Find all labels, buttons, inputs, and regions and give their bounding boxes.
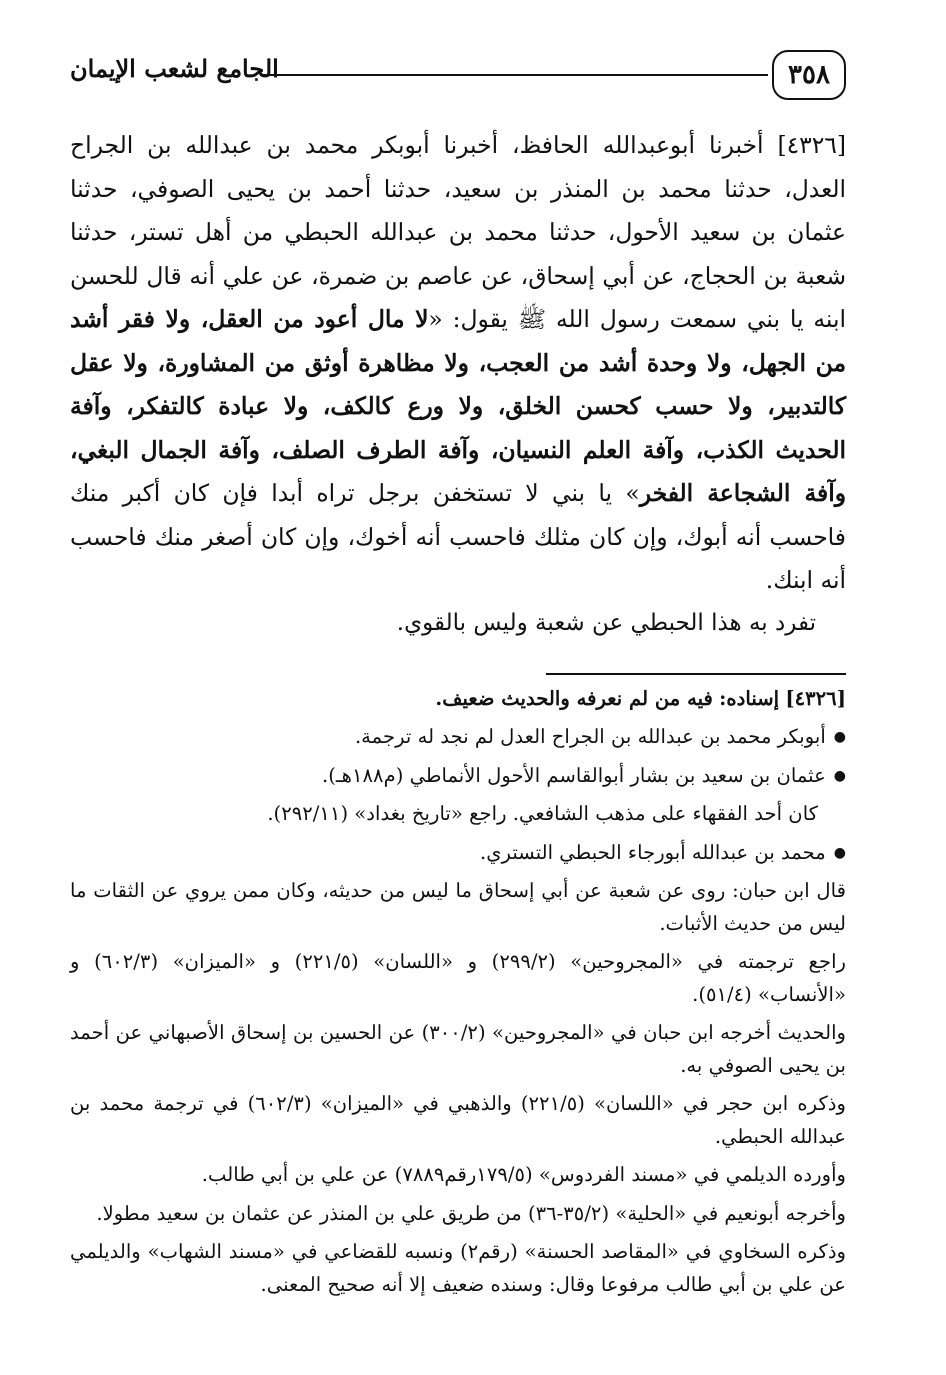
narrator-note-2-detail: كان أحد الفقهاء على مذهب الشافعي. راجع «تاريخ بغداد» (٢٩٢/١١). [267, 802, 818, 825]
book-title: الجامع لشعب الإيمان [70, 54, 279, 83]
page [70, 40, 846, 1307]
page-header [70, 40, 846, 110]
footnote-paragraph-2: راجع ترجمته في «المجروحين» (٢٩٩/٢) و «اللسان» (٢٢١/٥) و «الميزان» (٦٠٢/٣) و «الأنساب» (٥١/٤). [70, 950, 846, 1006]
header-rule [260, 74, 768, 76]
footnote-verdict: فيه من لم نعرفه والحديث ضعيف. [435, 686, 713, 710]
author-remark: تفرد به هذا الحبطي عن شعبة وليس بالقوي. [396, 609, 816, 636]
hadith-number: [٤٣٢٦] [777, 131, 847, 159]
narrator-note-2: ● عثمان بن سعيد بن بشار أبوالقاسم الأحول الأنماطي (م١٨٨هـ). [70, 760, 846, 793]
page-number: ٣٥٨ [772, 50, 846, 100]
footnote-paragraph-3: والحديث أخرجه ابن حبان في «المجروحين» (٣٠٠/٢) عن الحسين بن إسحاق الأصبهاني عن أحمد بن يحيى الصوفي به. [70, 1021, 846, 1077]
footnote-paragraph-7: وذكره السخاوي في «المقاصد الحسنة» (رقم٢) ونسبه للقضاعي في «مسند الشهاب» والديلمي عن علي بن أبي طالب مرفوعا وقال: وسنده ضعيف إلا أنه صحيح المعنى. [70, 1240, 847, 1296]
footnote-paragraph-6: وأخرجه أبونعيم في «الحلية» (٣٥/٢-٣٦) من طريق علي بن المنذر عن عثمان بن سعيد مطولا. [96, 1201, 846, 1225]
hadith-matn: لا مال أعود من العقل، ولا فقر أشد من الجهل، ولا وحدة أشد من العجب، ولا مظاهرة أوثق من المشاورة، ولا عقل كالتدبير، ولا حسب كحسن الخلق، ولا ورع كالكف، ولا عبادة كالتفكر، وآفة الحديث الكذب، وآفة العلم النسيان، وآفة الطرف الصلف، وآفة الجمال البغي، وآفة الشجاعة الفخر [70, 305, 847, 507]
footnote-divider [546, 673, 846, 675]
hadith-ending: » يا بني لا تستخفن برجل تراه أبدا فإن كان أكبر منك فاحسب أنه أبوك، وإن كان مثلك فاحسب أنه أخوك، وإن كان أصغر منك فاحسب أنه ابنك. [70, 479, 846, 594]
hadith-isnad: أخبرنا أبوعبدالله الحافظ، أخبرنا أبوبكر محمد بن عبدالله بن الجراح العدل، حدثنا محمد بن المنذر بن سعيد، حدثنا أحمد بن يحيى الصوفي، حدثنا عثمان بن سعيد الأحول، حدثنا محمد بن عبدالله الحبطي من أهل تستر، حدثنا شعبة بن الحجاج، عن أبي إسحاق، عن عاصم بن ضمرة، عن علي أنه قال للحسن ابنه يا بني سمعت رسول الله ﷺ يقول: « [70, 131, 846, 333]
hadith-paragraph [70, 124, 846, 603]
footnote-paragraph-5: وأورده الديلمي في «مسند الفردوس» (١٧٩/٥رقم٧٨٨٩) عن علي بن أبي طالب. [201, 1163, 846, 1186]
narrator-note-1: ● أبوبكر محمد بن عبدالله بن الجراح العدل لم نجد له ترجمة. [70, 721, 846, 754]
footnotes [70, 683, 846, 1302]
narrator-note-3: ● محمد بن عبدالله أبورجاء الحبطي التستري. [70, 837, 846, 870]
footnote-lead: إسناده: [719, 686, 780, 710]
footnote-paragraph-4: وذكره ابن حجر في «اللسان» (٢٢١/٥) والذهبي في «الميزان» (٦٠٢/٣) في ترجمة محمد بن عبدالله الحبطي. [70, 1092, 846, 1148]
footnote-heading [70, 683, 846, 716]
footnote-paragraph-1: قال ابن حبان: روى عن شعبة عن أبي إسحاق ما ليس من حديثه، وكان ممن يروي عن الثقات ما ليس من حديث الأثبات. [70, 879, 846, 935]
footnote-mark: [٤٣٢٦] [785, 686, 846, 710]
main-text [70, 124, 846, 643]
